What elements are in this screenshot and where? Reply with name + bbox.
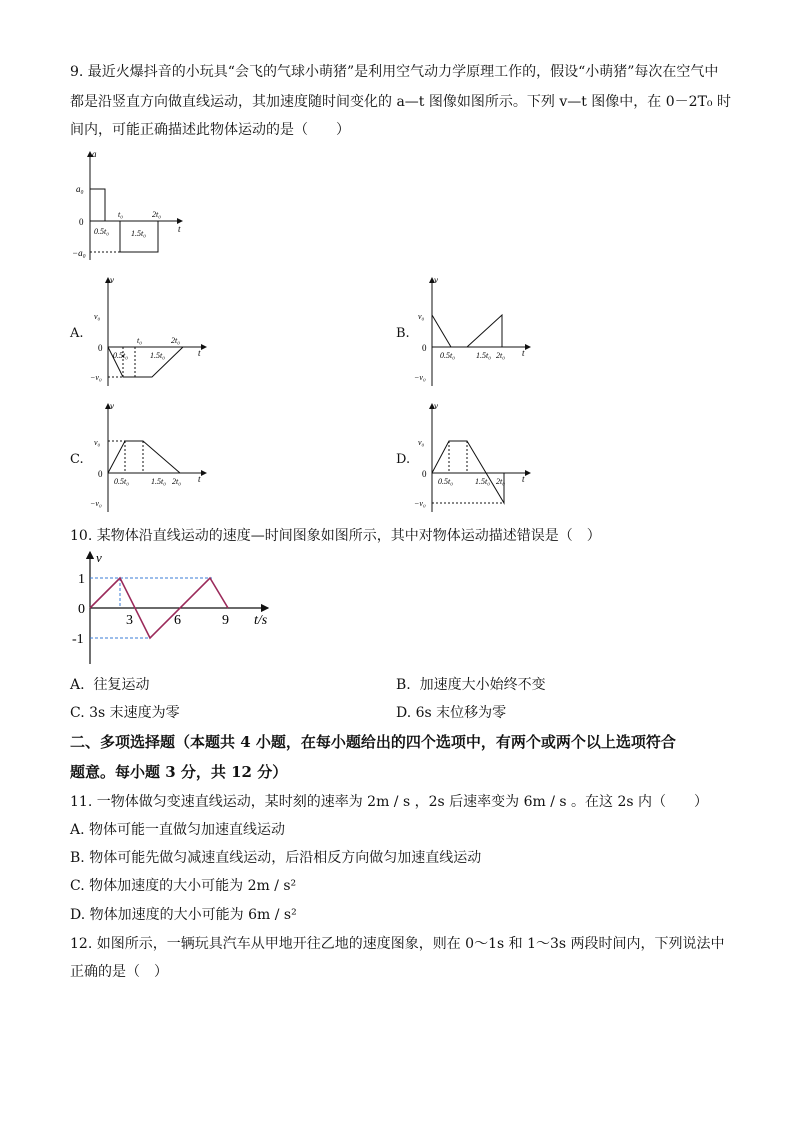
q9-option-d-label[interactable]: D. — [396, 452, 411, 467]
q10-option-d[interactable]: D. 6s 末位移为零 — [396, 705, 507, 721]
svg-text:0.5t₀: 0.5t₀ — [113, 351, 129, 360]
svg-text:6: 6 — [174, 613, 181, 628]
q11-option-c[interactable]: C. 物体加速度的大小可能为 2m / s² — [70, 878, 297, 894]
svg-text:3: 3 — [126, 613, 133, 628]
q9-option-c-graph[interactable] — [88, 398, 213, 516]
q9-option-a-graph[interactable] — [88, 272, 213, 390]
svg-text:t₀: t₀ — [137, 336, 143, 345]
q11-option-a[interactable]: A. 物体可能一直做匀加速直线运动 — [70, 822, 286, 838]
q10-stem: 10. 某物体沿直线运动的速度—时间图象如图所示，其中对物体运动描述错误是（ ） — [70, 528, 601, 544]
svg-text:v₀: v₀ — [418, 312, 425, 321]
svg-text:1.5t₀: 1.5t₀ — [475, 477, 491, 486]
svg-text:2t₀: 2t₀ — [172, 477, 182, 486]
svg-text:t: t — [198, 348, 201, 358]
svg-text:v: v — [96, 550, 102, 565]
at-2t0: 2t₀ — [152, 210, 162, 219]
svg-text:0: 0 — [98, 343, 103, 353]
svg-text:0.5t₀: 0.5t₀ — [440, 351, 456, 360]
q9-option-b-graph[interactable] — [412, 272, 537, 390]
q9-option-b-label[interactable]: B. — [396, 326, 410, 341]
at-t0: t₀ — [118, 210, 124, 219]
svg-text:2t₀: 2t₀ — [496, 477, 506, 486]
section-2-heading-line2: 题意。每小题 3 分，共 12 分） — [70, 763, 288, 781]
q12-stem-line2: 正确的是（ ） — [70, 964, 168, 980]
svg-text:v₀: v₀ — [418, 438, 425, 447]
svg-text:v: v — [434, 275, 438, 285]
q10-option-b[interactable]: B. 加速度大小始终不变 — [396, 677, 546, 693]
svg-text:v₀: v₀ — [94, 438, 101, 447]
svg-text:v: v — [110, 275, 114, 285]
svg-text:t: t — [198, 474, 201, 484]
q11-option-b[interactable]: B. 物体可能先做匀减速直线运动，后沿相反方向做匀加速直线运动 — [70, 850, 482, 866]
svg-text:−v₀: −v₀ — [90, 373, 102, 382]
svg-text:t: t — [522, 348, 525, 358]
svg-text:t/s: t/s — [254, 613, 268, 628]
svg-text:0: 0 — [78, 602, 85, 617]
svg-text:2t₀: 2t₀ — [496, 351, 506, 360]
svg-text:0.5t₀: 0.5t₀ — [438, 477, 454, 486]
q9-at-graph — [70, 148, 200, 268]
svg-text:2t₀: 2t₀ — [171, 336, 181, 345]
q12-stem-line1: 12. 如图所示，一辆玩具汽车从甲地开往乙地的速度图象，则在 0～1s 和 1～3s 两段时间内，下列说法中 — [70, 936, 725, 952]
svg-text:−v₀: −v₀ — [414, 499, 426, 508]
svg-text:-1: -1 — [72, 632, 84, 647]
svg-text:1.5t₀: 1.5t₀ — [150, 351, 166, 360]
svg-text:0.5t₀: 0.5t₀ — [114, 477, 130, 486]
svg-text:v₀: v₀ — [94, 312, 101, 321]
svg-text:0: 0 — [422, 343, 427, 353]
q9-stem-line2: 都是沿竖直方向做直线运动，其加速度随时间变化的 a—t 图像如图所示。下列 v—t 图像中，在 0－2T₀ 时 — [70, 94, 731, 110]
svg-text:1: 1 — [78, 572, 85, 587]
q9-stem-line1: 9. 最近火爆抖音的小玩具“会飞的气球小萌猪”是利用空气动力学原理工作的，假设“小萌猪”每次在空气中 — [70, 64, 719, 80]
q10-option-c[interactable]: C. 3s 末速度为零 — [70, 705, 180, 721]
q9-option-d-graph[interactable] — [412, 398, 537, 516]
q11-stem: 11. 一物体做匀变速直线运动，某时刻的速率为 2m / s ，2s 后速率变为 6m / s 。在这 2s 内（ ） — [70, 794, 709, 810]
q9-option-c-label[interactable]: C. — [70, 452, 84, 467]
svg-text:0: 0 — [98, 469, 103, 479]
at-y-label: a — [92, 149, 97, 159]
q11-option-d[interactable]: D. 物体加速度的大小可能为 6m / s² — [70, 907, 297, 923]
svg-text:v: v — [110, 401, 114, 411]
at-05t0: 0.5t₀ — [94, 227, 110, 236]
svg-text:1.5t₀: 1.5t₀ — [151, 477, 167, 486]
svg-text:0: 0 — [422, 469, 427, 479]
svg-text:t: t — [522, 474, 525, 484]
svg-text:−v₀: −v₀ — [414, 373, 426, 382]
svg-text:−v₀: −v₀ — [90, 499, 102, 508]
svg-text:v: v — [434, 401, 438, 411]
section-2-heading-line1: 二、多项选择题（本题共 4 小题，在每小题给出的四个选项中，有两个或两个以上选项符合 — [70, 733, 676, 751]
at-15t0: 1.5t₀ — [131, 229, 147, 238]
q10-vt-graph — [72, 548, 282, 668]
at-x-label: t — [178, 224, 181, 234]
svg-text:1.5t₀: 1.5t₀ — [476, 351, 492, 360]
at-zero: 0 — [79, 217, 84, 227]
at-a0: a₀ — [76, 184, 84, 194]
q9-option-a-label[interactable]: A. — [70, 326, 84, 341]
q10-option-a[interactable]: A. 往复运动 — [70, 677, 150, 693]
at-neg-a0: −a₀ — [72, 248, 86, 258]
svg-text:9: 9 — [222, 613, 229, 628]
q9-stem-line3: 间内，可能正确描述此物体运动的是（ ） — [70, 122, 350, 138]
